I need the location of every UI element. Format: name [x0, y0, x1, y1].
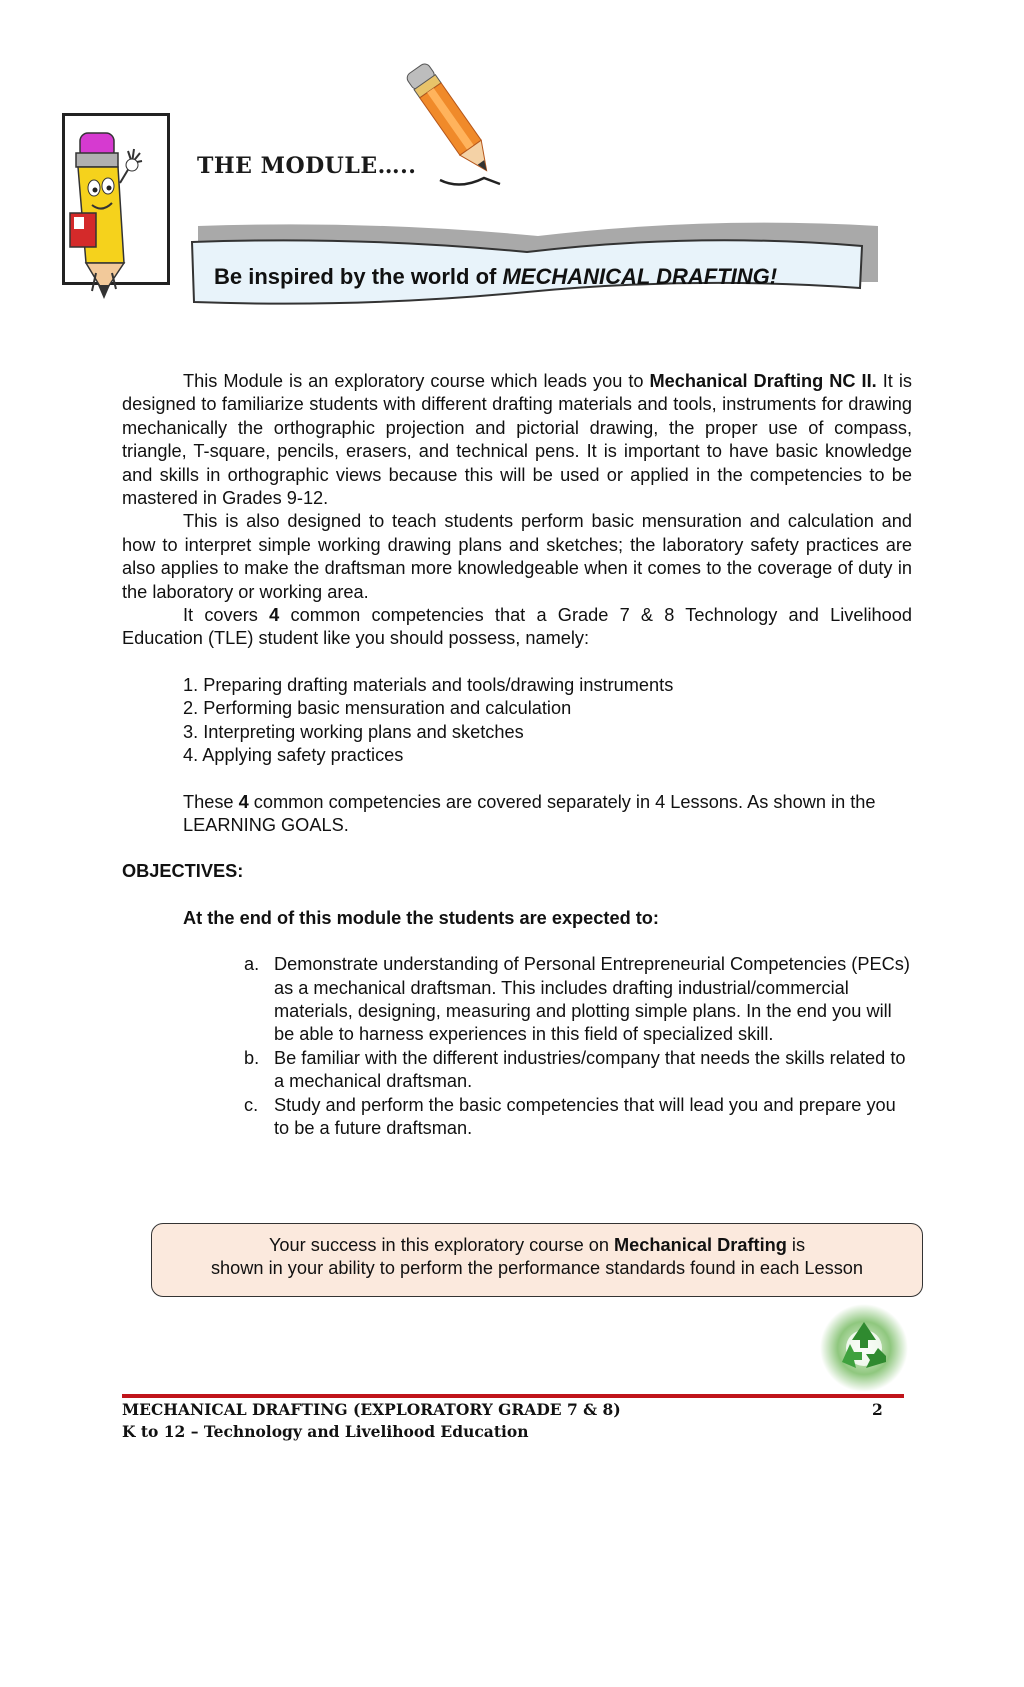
- module-title: THE MODULE…..: [197, 153, 417, 179]
- intro-paragraph-3: It covers 4 common competencies that a Grade 7 & 8 Technology and Livelihood Education (TLE) student like you should possess, namely:: [122, 605, 913, 649]
- objectives-list: [244, 953, 912, 1140]
- intro-paragraph-1: This Module is an exploratory course which leads you to Mechanical Drafting NC II. It is designed to familiarize students with different drafting materials and tools, instruments for drawing mechanically the orthographic projection and pictorial drawing, the proper use of compass, triangle, T-square, pencils, erasers, and technical pens. It is important to have basic knowledge and skills in orthographic views because this will be used or applied in the competencies to be mastered in Grades 9-12.: [122, 371, 912, 509]
- objectives-heading: OBJECTIVES:: [122, 861, 244, 882]
- banner-emphasis: MECHANICAL DRAFTING!: [502, 264, 778, 289]
- list-item: a. Demonstrate understanding of Personal Entrepreneurial Competencies (PECs) as a mechanical draftsman. This includes drafting industrial/commercial materials, designing, measuring and plotting simple plans. In the end you will be able to harness experiences in this field of specialized skill.: [244, 954, 910, 1045]
- list-item: 2. Performing basic mensuration and calculation: [183, 698, 572, 719]
- list-item: b. Be familiar with the different industries/company that needs the skills related to a mechanical draftsman.: [244, 1047, 906, 1092]
- page-number: 2: [872, 1400, 883, 1419]
- intro-paragraph-2: This is also designed to teach students perform basic mensuration and calculation and how to interpret simple working drawing plans and sketches; the laboratory safety practices are also applies to make the draftsman more knowledgeable when it comes to the coverage of duty in the laboratory or working area.: [122, 511, 912, 602]
- objectives-subheading: At the end of this module the students are expected to:: [183, 907, 659, 928]
- lessons-note: These 4 common competencies are covered separately in 4 Lessons. As shown in the LEARNING GOALS.: [183, 791, 876, 835]
- list-item: c. Study and perform the basic competencies that will lead you and prepare you to be a future draftsman.: [244, 1094, 896, 1138]
- list-item: 1. Preparing drafting materials and tools/drawing instruments: [183, 674, 674, 695]
- footer-rule: [122, 1394, 904, 1398]
- list-item: 3. Interpreting working plans and sketches: [183, 721, 524, 742]
- banner-text: Be inspired by the world of MECHANICAL DRAFTING!: [214, 264, 778, 289]
- pencil-icon: [400, 52, 510, 192]
- recycle-badge-icon: [816, 1300, 912, 1396]
- footer-program: K to 12 – Technology and Livelihood Education: [122, 1422, 529, 1441]
- competency-list: [183, 674, 912, 768]
- module-body: [122, 370, 912, 1140]
- pencil-mascot-icon: [62, 113, 182, 333]
- success-line-1: Your success in this exploratory course on Mechanical Drafting is: [268, 1235, 806, 1255]
- footer-course-title: MECHANICAL DRAFTING (EXPLORATORY GRADE 7 & 8): [122, 1400, 621, 1419]
- list-item: 4. Applying safety practices: [183, 745, 404, 766]
- success-callout: [151, 1223, 923, 1297]
- success-line-2: shown in your ability to perform the performance standards found in each Lesson: [210, 1258, 864, 1279]
